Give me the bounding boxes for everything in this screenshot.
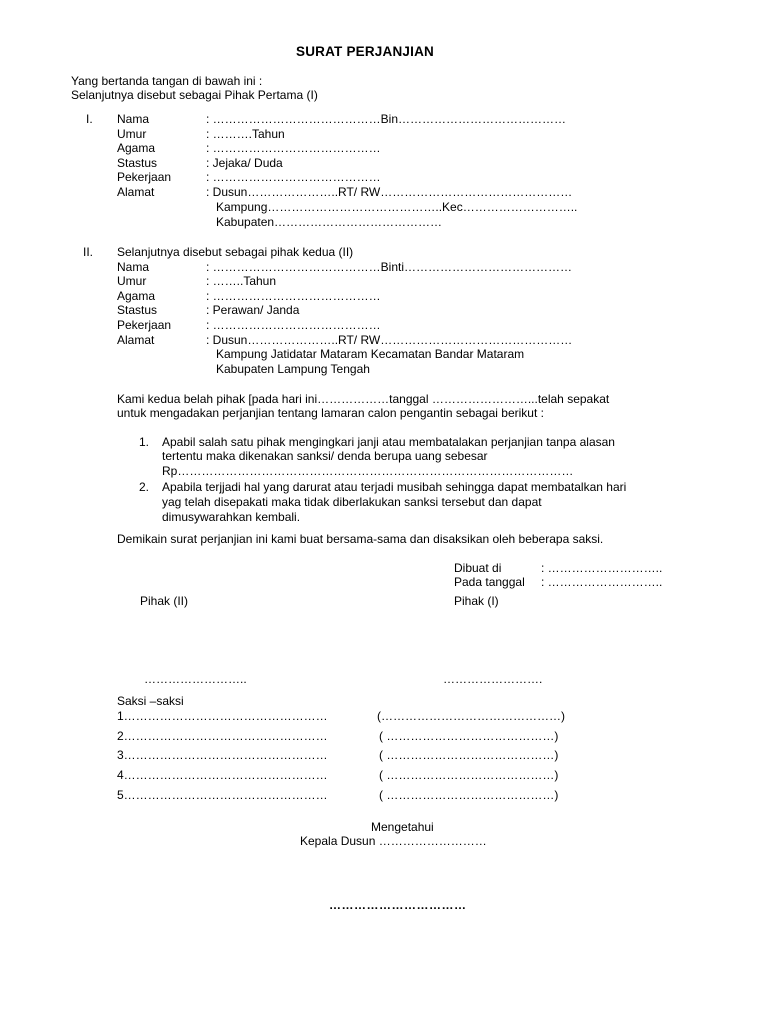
made-date-value: : ……………………….. <box>541 575 663 589</box>
party1-label-nama: Nama <box>117 112 150 126</box>
witness-1-name: 1…………………………………………… <box>117 709 328 723</box>
party1-label-agama: Agama <box>117 141 156 155</box>
party2-value-agama: : …………………………………… <box>206 289 381 303</box>
agreement-line-1: Kami kedua belah pihak [pada hari ini………………tanggal ……………………...telah sepakat <box>117 392 610 406</box>
village-head-signature-line: …………………………… <box>329 898 467 912</box>
party2-value-umur: : ……..Tahun <box>206 274 277 288</box>
acknowledge-label: Mengetahui <box>371 820 434 834</box>
party2-label-agama: Agama <box>117 289 156 303</box>
signature-left-label: Pihak (II) <box>140 594 189 608</box>
term-1-line-2: tertentu maka dikenakan sanksi/ denda berupa uang sebesar <box>162 449 488 463</box>
witness-4-sign: ( ……………………………………) <box>379 768 559 782</box>
witness-5-name: 5…………………………………………… <box>117 788 328 802</box>
made-at-value: : ……………………….. <box>541 561 663 575</box>
party2-address-kampung: Kampung Jatidatar Mataram Kecamatan Bandar Mataram <box>216 347 525 361</box>
party1-value-nama: : ……………………………………Bin…………………………………… <box>206 112 567 126</box>
made-date-label: Pada tanggal <box>454 575 525 589</box>
party2-label-status: Stastus <box>117 303 158 317</box>
witness-3-name: 3…………………………………………… <box>117 748 328 762</box>
witness-1-sign: (………………………………………) <box>377 709 565 723</box>
term-1-line-3: Rp……………………………………………………………………………………… <box>162 464 574 478</box>
party2-label-pekerjaan: Pekerjaan <box>117 318 172 332</box>
document-title: SURAT PERJANJIAN <box>296 44 434 59</box>
witnesses-heading: Saksi –saksi <box>117 694 184 708</box>
party2-value-nama: : ……………………………………Binti…………………………………… <box>206 260 573 274</box>
party2-label-nama: Nama <box>117 260 150 274</box>
term-2-line-1: Apabila terjjadi hal yang darurat atau terjadi musibah sehingga dapat membatalkan hari <box>162 480 627 494</box>
intro-line-2: Selanjutnya disebut sebagai Pihak Pertama (I) <box>71 88 318 102</box>
witness-2-name: 2…………………………………………… <box>117 729 328 743</box>
party2-address-kabupaten: Kabupaten Lampung Tengah <box>216 362 370 376</box>
party1-value-agama: : …………………………………… <box>206 141 381 155</box>
party2-numeral: II. <box>83 245 94 259</box>
party2-value-status: : Perawan/ Janda <box>206 303 300 317</box>
term-2-line-3: dimusywarahkan kembali. <box>162 510 301 524</box>
party1-label-pekerjaan: Pekerjaan <box>117 170 172 184</box>
signature-left-line: …………………….. <box>144 672 247 686</box>
term-1-number: 1. <box>139 435 150 449</box>
party2-label-alamat: Alamat <box>117 333 155 347</box>
party2-value-pekerjaan: : …………………………………… <box>206 318 381 332</box>
party1-numeral: I. <box>86 112 93 126</box>
party1-label-alamat: Alamat <box>117 185 155 199</box>
term-2-number: 2. <box>139 480 150 494</box>
signature-right-line: ……………………. <box>443 672 543 686</box>
party1-label-status: Stastus <box>117 156 158 170</box>
term-2-line-2: yag telah disepakati maka tidak diberlakukan sanksi tersebut dan dapat <box>162 495 542 509</box>
party2-value-alamat: : Dusun…………………..RT/ RW………………………………………… <box>206 333 573 347</box>
witness-3-sign: ( ……………………………………) <box>379 748 559 762</box>
party1-value-alamat: : Dusun…………………..RT/ RW………………………………………… <box>206 185 573 199</box>
party1-label-umur: Umur <box>117 127 147 141</box>
intro-line-1: Yang bertanda tangan di bawah ini : <box>71 74 263 88</box>
party2-heading: Selanjutnya disebut sebagai pihak kedua (II) <box>117 245 354 259</box>
agreement-line-2: untuk mengadakan perjanjian tentang lamaran calon pengantin sebagai berikut : <box>117 406 544 420</box>
party1-address-kabupaten: Kabupaten…………………………………… <box>216 215 443 229</box>
witness-4-name: 4…………………………………………… <box>117 768 328 782</box>
witness-2-sign: ( ……………………………………) <box>379 729 559 743</box>
party1-address-kampung: Kampung……………………………………..Kec……………………….. <box>216 200 578 214</box>
term-1-line-1: Apabil salah satu pihak mengingkari janji atau membatalakan perjanjian tanpa alasan <box>162 435 615 449</box>
village-head-label: Kepala Dusun ……………………… <box>300 834 487 848</box>
made-at-label: Dibuat di <box>454 561 502 575</box>
party1-value-pekerjaan: : …………………………………… <box>206 170 381 184</box>
party1-value-status: : Jejaka/ Duda <box>206 156 283 170</box>
party1-value-umur: : ……….Tahun <box>206 127 285 141</box>
witness-5-sign: ( ……………………………………) <box>379 788 559 802</box>
signature-right-label: Pihak (I) <box>454 594 499 608</box>
closing-statement: Demikain surat perjanjian ini kami buat bersama-sama dan disaksikan oleh beberapa saksi. <box>117 532 604 546</box>
party2-label-umur: Umur <box>117 274 147 288</box>
